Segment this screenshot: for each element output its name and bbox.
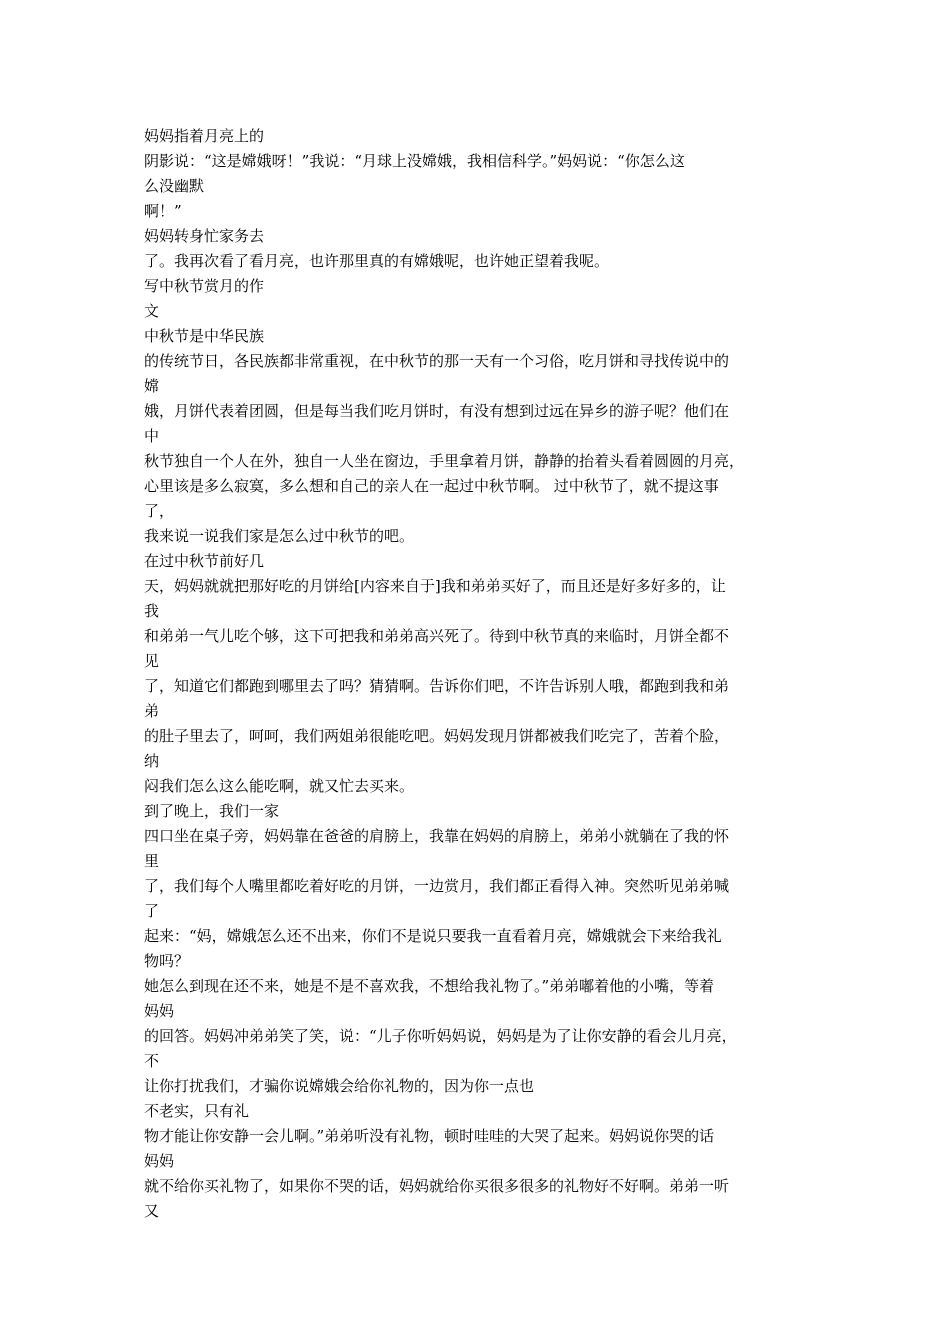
text-line: 妈妈指着月亮上的: [144, 127, 265, 145]
text-line: 心里该是多么寂寞，多么想和自己的亲人在一起过中秋节啊。 过中秋节了，就不提这事: [144, 477, 719, 495]
text-line: 见: [144, 652, 160, 670]
text-line: 纳: [144, 752, 160, 770]
text-line: 闷我们怎么这么能吃啊，就又忙去买来。: [144, 777, 415, 795]
text-line: 不: [144, 1052, 160, 1070]
text-line: 的传统节日，各民族都非常重视，在中秋节的那一天有一个习俗，吃月饼和寻找传说中的: [144, 352, 730, 370]
text-line: 她怎么到现在还不来，她是不是不喜欢我，不想给我礼物了。”弟弟嘟着他的小嘴，等着: [144, 977, 715, 995]
essay-title-line: 文: [144, 302, 160, 320]
text-line: 四口坐在桌子旁，妈妈靠在爸爸的肩膀上，我靠在妈妈的肩膀上，弟弟小就躺在了我的怀: [144, 827, 730, 845]
text-line: 妈妈: [144, 1002, 175, 1020]
text-line: 就不给你买礼物了，如果你不哭的话，妈妈就给你买很多很多的礼物好不好啊。弟弟一听: [144, 1177, 730, 1195]
text-line: 弟: [144, 702, 160, 720]
text-line: 物才能让你安静一会儿啊。”弟弟听没有礼物，顿时哇哇的大哭了起来。妈妈说你哭的话: [144, 1127, 715, 1145]
text-line: 了，: [144, 502, 175, 520]
text-line: 了，我们每个人嘴里都吃着好吃的月饼，一边赏月，我们都正看得入神。突然听见弟弟喊: [144, 877, 730, 895]
text-line: 天，妈妈就就把那好吃的月饼给[内容来自于]我和弟弟买好了，而且还是好多好多的，让: [144, 577, 726, 595]
text-line: 妈妈转身忙家务去: [144, 227, 265, 245]
text-line: 中: [144, 427, 160, 445]
text-line: 啊！”: [144, 202, 182, 220]
text-line: 嫦: [144, 377, 160, 395]
text-line: 里: [144, 852, 160, 870]
text-line: 的肚子里去了，呵呵，我们两姐弟很能吃吧。妈妈发现月饼都被我们吃完了，苦着个脸，: [144, 727, 730, 745]
text-line: 不老实，只有礼: [144, 1102, 250, 1120]
text-line: 的回答。妈妈冲弟弟笑了笑，说：“儿子你听妈妈说，妈妈是为了让你安静的看会儿月亮，: [144, 1027, 737, 1045]
text-line: 阴影说：“这是嫦娥呀！”我说：“月球上没嫦娥，我相信科学。”妈妈说：“你怎么这: [144, 152, 685, 170]
text-line: 我来说一说我们家是怎么过中秋节的吧。: [144, 527, 415, 545]
text-line: 了。我再次看了看月亮，也许那里真的有嫦娥呢，也许她正望着我呢。: [144, 252, 610, 270]
text-line: 中秋节是中华民族: [144, 327, 265, 345]
text-line: 娥，月饼代表着团圆，但是每当我们吃月饼时，有没有想到过远在异乡的游子呢？他们在: [144, 402, 730, 420]
text-line: 妈妈: [144, 1152, 175, 1170]
text-line: 又: [144, 1202, 160, 1220]
text-line: 么没幽默: [144, 177, 205, 195]
essay-title-line: 写中秋节赏月的作: [144, 277, 265, 295]
text-line: 了，知道它们都跑到哪里去了吗？猜猜啊。告诉你们吧，不许告诉别人哦，都跑到我和弟: [144, 677, 730, 695]
text-line: 让你打扰我们，才骗你说嫦娥会给你礼物的，因为你一点也: [144, 1077, 535, 1095]
text-line: 物吗？: [144, 952, 190, 970]
text-line: 了: [144, 902, 160, 920]
text-line: 起来：“妈，嫦娥怎么还不出来，你们不是说只要我一直看着月亮，嫦娥就会下来给我礼: [144, 927, 722, 945]
text-line: 我: [144, 602, 160, 620]
document-body: [144, 124, 834, 1224]
text-line: 和弟弟一气儿吃个够，这下可把我和弟弟高兴死了。待到中秋节真的来临时，月饼全都不: [144, 627, 730, 645]
text-line: 在过中秋节前好几: [144, 552, 265, 570]
text-line: 秋节独自一个人在外，独自一人坐在窗边，手里拿着月饼，静静的抬着头看着圆圆的月亮，: [144, 452, 745, 470]
text-line: 到了晚上，我们一家: [144, 802, 280, 820]
